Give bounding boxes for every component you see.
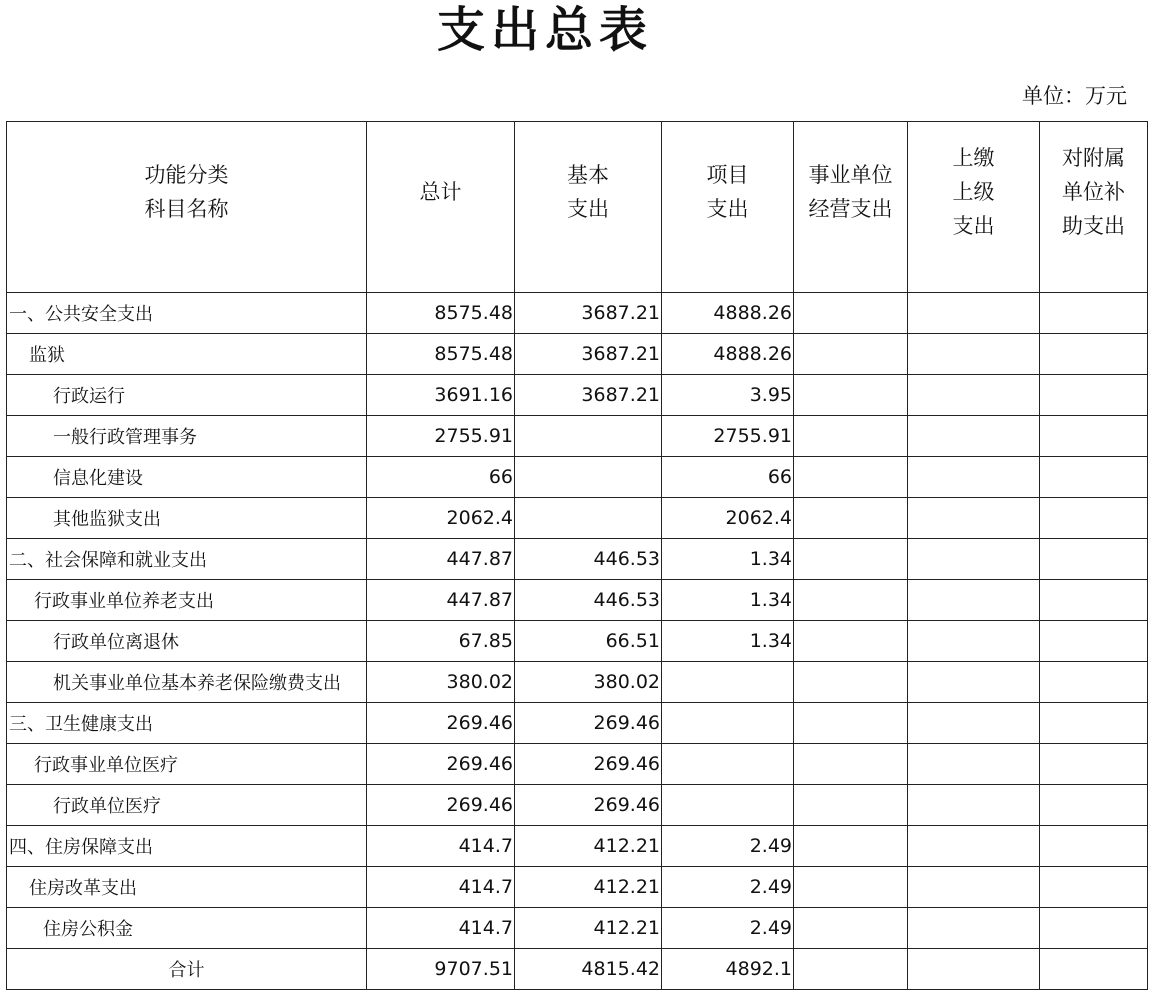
row-upper xyxy=(908,621,1040,662)
row-project xyxy=(662,662,794,703)
row-business xyxy=(794,621,908,662)
row-total: 3691.16 xyxy=(367,375,515,416)
row-subsidy xyxy=(1040,703,1148,744)
header-row xyxy=(7,122,1148,293)
total-subsidy xyxy=(1040,949,1148,990)
row-upper xyxy=(908,744,1040,785)
table-row xyxy=(7,785,1148,826)
row-total: 67.85 xyxy=(367,621,515,662)
header-func-line1: 功能分类 xyxy=(144,163,229,187)
row-upper xyxy=(908,375,1040,416)
header-subsidy-line1: 对附属 xyxy=(1062,146,1125,170)
header-function-category xyxy=(7,122,367,293)
row-subsidy xyxy=(1040,621,1148,662)
row-subsidy xyxy=(1040,498,1148,539)
row-subsidy xyxy=(1040,580,1148,621)
row-name: 住房改革支出 xyxy=(7,867,367,908)
header-business-line2: 经营支出 xyxy=(808,197,893,221)
row-name: 行政事业单位养老支出 xyxy=(7,580,367,621)
row-upper xyxy=(908,416,1040,457)
total-business xyxy=(794,949,908,990)
header-upper-line1: 上缴 xyxy=(952,146,995,170)
row-project: 3.95 xyxy=(662,375,794,416)
row-project: 2755.91 xyxy=(662,416,794,457)
table-row xyxy=(7,580,1148,621)
row-business xyxy=(794,662,908,703)
row-basic: 3687.21 xyxy=(515,334,662,375)
row-subsidy xyxy=(1040,908,1148,949)
table-row xyxy=(7,908,1148,949)
total-label: 合计 xyxy=(7,949,367,990)
header-subsidy-line3: 助支出 xyxy=(1062,214,1125,238)
header-total-text: 总计 xyxy=(419,180,462,204)
header-business xyxy=(794,122,908,293)
table-row xyxy=(7,457,1148,498)
row-name: 监狱 xyxy=(7,334,367,375)
total-basic: 4815.42 xyxy=(515,949,662,990)
header-total xyxy=(367,122,515,293)
row-business xyxy=(794,375,908,416)
row-total: 66 xyxy=(367,457,515,498)
row-upper xyxy=(908,908,1040,949)
row-total: 414.7 xyxy=(367,826,515,867)
row-total: 269.46 xyxy=(367,785,515,826)
row-subsidy xyxy=(1040,334,1148,375)
row-subsidy xyxy=(1040,375,1148,416)
row-total: 414.7 xyxy=(367,867,515,908)
row-name: 行政单位离退休 xyxy=(7,621,367,662)
total-row xyxy=(7,949,1148,990)
row-basic: 446.53 xyxy=(515,580,662,621)
row-name: 四、住房保障支出 xyxy=(7,826,367,867)
row-business xyxy=(794,416,908,457)
table-row xyxy=(7,498,1148,539)
row-upper xyxy=(908,457,1040,498)
row-upper xyxy=(908,293,1040,334)
row-business xyxy=(794,703,908,744)
row-basic: 66.51 xyxy=(515,621,662,662)
header-subsidy xyxy=(1040,122,1148,293)
row-total: 269.46 xyxy=(367,703,515,744)
row-total: 380.02 xyxy=(367,662,515,703)
row-total: 447.87 xyxy=(367,539,515,580)
header-basic xyxy=(515,122,662,293)
table-row xyxy=(7,744,1148,785)
header-basic-line2: 支出 xyxy=(567,197,609,221)
row-subsidy xyxy=(1040,785,1148,826)
row-project: 2062.4 xyxy=(662,498,794,539)
row-name: 行政单位医疗 xyxy=(7,785,367,826)
row-upper xyxy=(908,539,1040,580)
row-basic: 412.21 xyxy=(515,826,662,867)
header-basic-line1: 基本 xyxy=(567,163,609,187)
total-project: 4892.1 xyxy=(662,949,794,990)
row-project: 1.34 xyxy=(662,621,794,662)
row-subsidy xyxy=(1040,744,1148,785)
row-basic: 269.46 xyxy=(515,703,662,744)
row-project xyxy=(662,744,794,785)
table-row xyxy=(7,293,1148,334)
row-name: 行政运行 xyxy=(7,375,367,416)
row-subsidy xyxy=(1040,826,1148,867)
table-row xyxy=(7,621,1148,662)
row-business xyxy=(794,293,908,334)
table-row xyxy=(7,539,1148,580)
row-name: 住房公积金 xyxy=(7,908,367,949)
row-project: 1.34 xyxy=(662,580,794,621)
row-business xyxy=(794,580,908,621)
row-basic: 269.46 xyxy=(515,744,662,785)
row-basic: 269.46 xyxy=(515,785,662,826)
row-business xyxy=(794,539,908,580)
row-upper xyxy=(908,662,1040,703)
row-basic xyxy=(515,457,662,498)
row-project: 66 xyxy=(662,457,794,498)
row-project: 1.34 xyxy=(662,539,794,580)
row-subsidy xyxy=(1040,867,1148,908)
row-name: 二、社会保障和就业支出 xyxy=(7,539,367,580)
row-basic xyxy=(515,498,662,539)
row-subsidy xyxy=(1040,539,1148,580)
row-basic: 412.21 xyxy=(515,867,662,908)
row-basic: 446.53 xyxy=(515,539,662,580)
header-upper xyxy=(908,122,1040,293)
table-row xyxy=(7,375,1148,416)
header-business-line1: 事业单位 xyxy=(808,163,893,187)
page-title: 支出总表 xyxy=(436,2,653,58)
row-business xyxy=(794,498,908,539)
row-name: 三、卫生健康支出 xyxy=(7,703,367,744)
row-name: 机关事业单位基本养老保险缴费支出 xyxy=(7,662,367,703)
table-row xyxy=(7,826,1148,867)
row-upper xyxy=(908,498,1040,539)
row-total: 2755.91 xyxy=(367,416,515,457)
row-upper xyxy=(908,334,1040,375)
row-total: 447.87 xyxy=(367,580,515,621)
expenditure-table xyxy=(6,121,1148,990)
row-project: 2.49 xyxy=(662,867,794,908)
row-name: 其他监狱支出 xyxy=(7,498,367,539)
row-subsidy xyxy=(1040,293,1148,334)
table-row xyxy=(7,416,1148,457)
row-business xyxy=(794,744,908,785)
row-upper xyxy=(908,826,1040,867)
row-name: 行政事业单位医疗 xyxy=(7,744,367,785)
header-project-line2: 支出 xyxy=(706,197,749,221)
row-subsidy xyxy=(1040,662,1148,703)
row-project: 2.49 xyxy=(662,908,794,949)
row-basic: 380.02 xyxy=(515,662,662,703)
row-total: 414.7 xyxy=(367,908,515,949)
table-row xyxy=(7,334,1148,375)
row-business xyxy=(794,457,908,498)
table-row xyxy=(7,703,1148,744)
header-project xyxy=(662,122,794,293)
row-total: 2062.4 xyxy=(367,498,515,539)
row-total: 8575.48 xyxy=(367,293,515,334)
header-upper-line2: 上级 xyxy=(952,180,995,204)
row-project: 4888.26 xyxy=(662,293,794,334)
row-business xyxy=(794,867,908,908)
row-business xyxy=(794,826,908,867)
row-total: 269.46 xyxy=(367,744,515,785)
unit-label: 单位：万元 xyxy=(1022,84,1127,108)
row-total: 8575.48 xyxy=(367,334,515,375)
row-upper xyxy=(908,703,1040,744)
total-upper xyxy=(908,949,1040,990)
header-upper-line3: 支出 xyxy=(952,214,995,238)
row-basic: 3687.21 xyxy=(515,375,662,416)
row-name: 一般行政管理事务 xyxy=(7,416,367,457)
row-name: 一、公共安全支出 xyxy=(7,293,367,334)
row-business xyxy=(794,334,908,375)
row-project xyxy=(662,703,794,744)
header-project-line1: 项目 xyxy=(706,163,749,187)
row-project: 4888.26 xyxy=(662,334,794,375)
row-basic: 3687.21 xyxy=(515,293,662,334)
row-business xyxy=(794,785,908,826)
total-total: 9707.51 xyxy=(367,949,515,990)
row-subsidy xyxy=(1040,416,1148,457)
header-func-line2: 科目名称 xyxy=(144,197,229,221)
table-row xyxy=(7,662,1148,703)
table-row xyxy=(7,867,1148,908)
row-subsidy xyxy=(1040,457,1148,498)
row-business xyxy=(794,908,908,949)
row-upper xyxy=(908,867,1040,908)
row-upper xyxy=(908,785,1040,826)
row-basic xyxy=(515,416,662,457)
row-upper xyxy=(908,580,1040,621)
row-project xyxy=(662,785,794,826)
header-subsidy-line2: 单位补 xyxy=(1062,180,1125,204)
row-basic: 412.21 xyxy=(515,908,662,949)
row-name: 信息化建设 xyxy=(7,457,367,498)
row-project: 2.49 xyxy=(662,826,794,867)
